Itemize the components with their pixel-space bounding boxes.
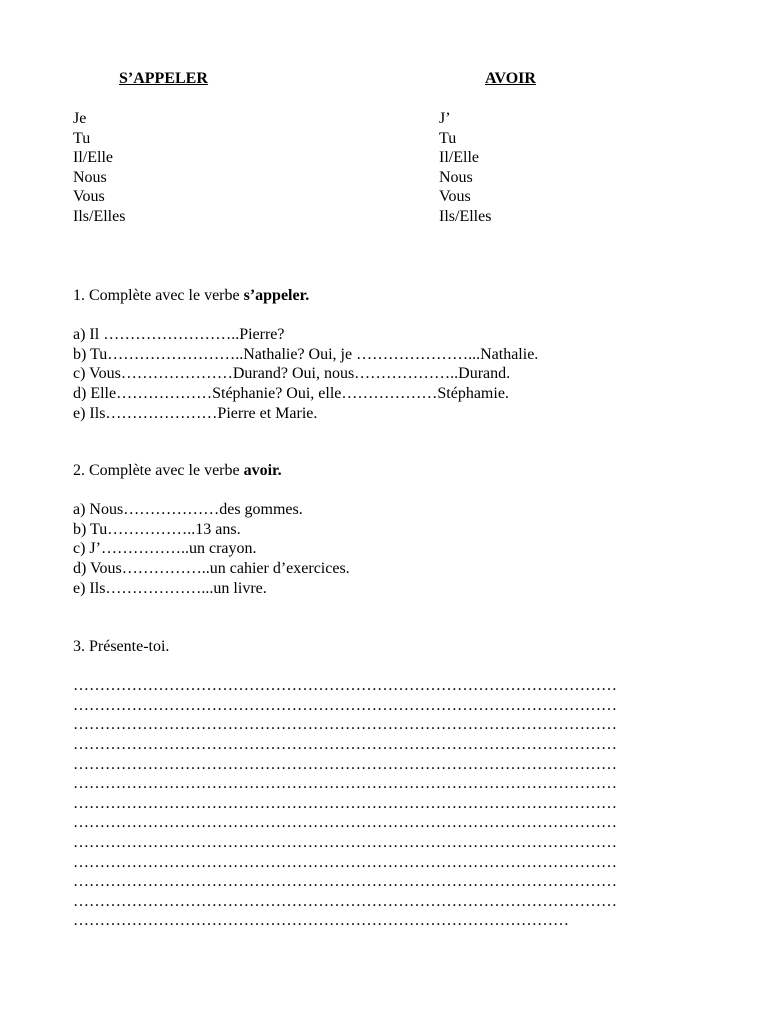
exercise-item: b) Tu……………………..Nathalie? Oui, je …………………...Nathalie. [73,345,539,363]
exercise-1 [73,286,538,423]
pronoun-item: J’ [439,110,451,127]
pronoun-item: Ils/Elles [73,207,126,225]
exercise-item: a) Il ……………………..Pierre? [73,326,285,344]
pronoun-item: Tu [439,129,457,147]
avoir-title: AVOIR [485,70,536,87]
exercise-item: d) Elle………………Stéphanie? Oui, elle………………Stéphamie. [73,384,509,402]
exercise-2-verb: avoir. [243,462,282,479]
pronoun-item: Je [73,110,87,127]
writing-line: ………………………………………………………………………………………… [73,892,617,910]
writing-line: ………………………………………………………………………………………… [73,833,617,851]
exercise-item: c) J’……………..un crayon. [73,540,257,558]
pronoun-item: Ils/Elles [439,207,492,225]
exercise-2-items [73,500,350,598]
exercise-2 [73,461,350,598]
exercise-item: b) Tu……………..13 ans. [73,520,241,538]
avoir-pronoun-list [439,109,491,227]
writing-line: ………………………………………………………………………………………… [73,873,617,891]
writing-line: ………………………………………………………………………………………… [73,853,617,871]
exercise-2-intro: 2. Complète avec le verbe [73,462,244,479]
exercise-item: e) Ils…………………Pierre et Marie. [73,404,318,422]
exercise-1-items [73,325,538,423]
pronoun-item: Nous [73,168,107,186]
pronoun-item: Tu [73,129,91,147]
writing-line: ………………………………………………………………………………………… [73,677,617,695]
sappeler-pronoun-list [73,109,125,227]
writing-line: ………………………………………………………………………………………… [73,814,617,832]
pronoun-item: Vous [73,188,105,206]
exercise-item: e) Ils………………...un livre. [73,579,267,597]
writing-line: ………………………………………………………………………………………… [73,794,617,812]
exercise-1-verb: s’appeler. [243,287,310,304]
exercise-2-heading [73,461,350,481]
writing-line: ………………………………………………………………………………………… [73,755,617,773]
exercise-item: c) Vous…………………Durand? Oui, nous………………..Durand. [73,365,511,383]
pronoun-item: Il/Elle [439,149,479,167]
exercise-item: a) Nous………………des gommes. [73,501,303,519]
sappeler-title: S’APPELER [119,70,208,87]
pronoun-item: Nous [439,168,473,186]
writing-line: ………………………………………………………………………………………… [73,775,617,793]
writing-line: ………………………………………………………………………………………… [73,696,617,714]
writing-lines [73,676,617,931]
exercise-1-intro: 1. Complète avec le verbe [73,287,244,304]
exercise-3 [73,637,617,931]
pronoun-item: Vous [439,188,471,206]
exercise-item: d) Vous……………..un cahier d’exercices. [73,559,350,577]
exercise-1-heading [73,286,538,306]
writing-line: ………………………………………………………………………………………… [73,716,617,734]
writing-line: ………………………………………………………………………………… [73,912,569,930]
pronoun-item: Il/Elle [73,149,113,167]
writing-line: ………………………………………………………………………………………… [73,735,617,753]
exercise-3-heading: 3. Présente-toi. [73,638,170,655]
